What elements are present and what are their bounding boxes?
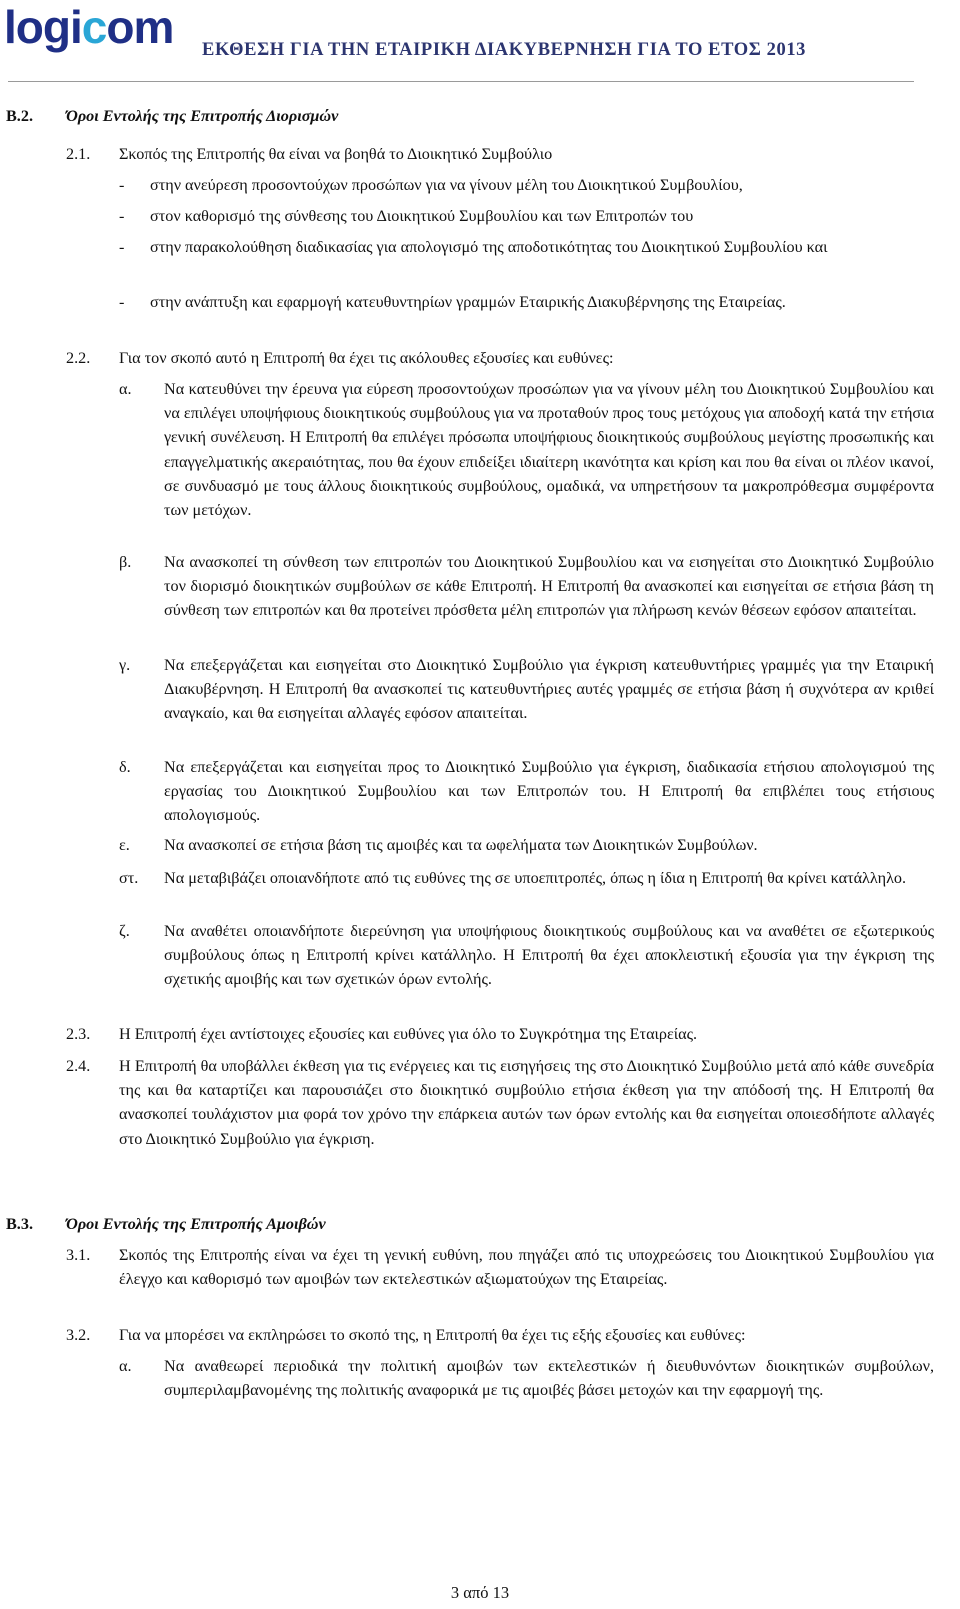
list-item-text: Να αναθέτει οποιανδήποτε διερεύνηση για υποψήφιους διοικητικούς συμβούλους και να αναθέτει σε εξωτερικούς συμβούλους όπως η Επιτροπή κρίνει κατάλληλο. Η Επιτροπή θα έχει αποκλειστική εξουσία για την έγκριση της σχετικής αμοιβής και των σχετικών όρων εντολής. bbox=[164, 922, 934, 989]
logicom-logo: logicom bbox=[4, 1, 174, 53]
list-item-text: Να κατευθύνει την έρευνα για εύρεση προσοντούχων προσώπων για να γίνουν μέλη του Διοικητικού Συμβουλίου και να επιλέγει υποψήφιους διοικητικούς συμβούλους για να προταθούν προς τους μετόχους για αποδοχή κατά την ετήσια γενική συνέλευση. Η Επιτροπή θα επιλέγει πρόσωπα υποψήφιους διοικητικούς συμβούλους μεγίστης προσωπικής και επαγγελματικής ακεραιότητας, που θα έχουν επιδείξει ιδιαίτερη ικανότητα και κρίση και που θα είναι οι πλέον ικανοί, σε συνδυασμό με τους άλλους διοικητικούς συμβούλους, ομαδικά, να υπηρετήσουν τα μακροπρόθεσμα συμφέροντα των μετόχων. bbox=[164, 380, 934, 520]
list-label: α. bbox=[119, 380, 132, 398]
paragraph-number: 2.2. bbox=[66, 349, 91, 367]
bullet-item: στην ανεύρεση προσοντούχων προσώπων για να γίνουν μέλη του Διοικητικού Συμβουλίου, bbox=[150, 176, 743, 194]
bullet-dash: - bbox=[119, 176, 125, 194]
paragraph-number: 3.2. bbox=[66, 1326, 91, 1344]
paragraph-2-2-text: Για τον σκοπό αυτό η Επιτροπή θα έχει τις ακόλουθες εξουσίες και ευθύνες: bbox=[119, 349, 614, 367]
bullet-item: στην παρακολούθηση διαδικασίας για απολογισμό της αποδοτικότητας του Διοικητικού Συμβουλίου και bbox=[150, 238, 828, 256]
bullet-dash: - bbox=[119, 293, 125, 311]
section-b3-number: Β.3. bbox=[6, 1215, 33, 1233]
paragraph-number: 3.1. bbox=[66, 1246, 91, 1264]
bullet-item: στον καθορισμό της σύνθεσης του Διοικητικού Συμβουλίου και των Επιτροπών του bbox=[150, 207, 694, 225]
list-item-text: Να ανασκοπεί τη σύνθεση των επιτροπών του Διοικητικού Συμβουλίου και να εισηγείται στο Διοικητικό Συμβούλιο τον διορισμό διοικητικών συμβούλων σε κάθε Επιτροπή. Η Επιτροπή θα ανασκοπεί και εισηγείται σε ετήσια βάση τη σύνθεση των επιτροπών και θα προτείνει πρόσθετα μέλη επιτροπών για πλήρωση κενών θέσεων εφόσον απαιτείται. bbox=[164, 553, 934, 620]
list-label: γ. bbox=[119, 656, 131, 674]
paragraph-2-3-text: Η Επιτροπή έχει αντίστοιχες εξουσίες και ευθύνες για όλο το Συγκρότημα της Εταιρείας. bbox=[119, 1025, 698, 1043]
paragraph-number: 2.4. bbox=[66, 1057, 91, 1075]
section-b2-title: Όροι Εντολής της Επιτροπής Διορισμών bbox=[66, 107, 339, 125]
list-label: ε. bbox=[119, 836, 130, 854]
section-b2-number: Β.2. bbox=[6, 107, 33, 125]
bullet-dash: - bbox=[119, 207, 125, 225]
list-label: ζ. bbox=[119, 922, 130, 940]
paragraph-3-1-text: Σκοπός της Επιτροπής είναι να έχει τη γενική ευθύνη, που πηγάζει από τις υποχρεώσεις του Διοικητικού Συμβουλίου για έλεγχο και καθορισμό των αμοιβών των εκτελεστικών αξιωματούχων της Εταιρείας. bbox=[119, 1246, 934, 1289]
list-label: δ. bbox=[119, 758, 131, 776]
list-item-text: Να επεξεργάζεται και εισηγείται προς το Διοικητικό Συμβούλιο για έγκριση, διαδικασία ετήσιου απολογισμού της εργασίας του Διοικητικού Συμβουλίου και των Επιτροπών του. Η Επιτροπή θα επιβλέπει τους ετήσιους απολογισμούς. bbox=[164, 758, 934, 825]
page-number: 3 από 13 bbox=[450, 1583, 510, 1602]
paragraph-3-2-text: Για να μπορέσει να εκπληρώσει το σκοπό της, η Επιτροπή θα έχει τις εξής εξουσίες και ευθύνες: bbox=[119, 1326, 746, 1344]
list-item-text: Να επεξεργάζεται και εισηγείται στο Διοικητικό Συμβούλιο για έγκριση κατευθυντήριες γραμμές για την Εταιρική Διακυβέρνηση. Η Επιτροπή θα ανασκοπεί τις κατευθυντήριες αυτές γραμμές σε ετήσια βάση ή συχνότερα αν κριθεί αναγκαίο, και θα εισηγείται αλλαγές εφόσον απαιτείται. bbox=[164, 656, 934, 723]
list-label: α. bbox=[119, 1357, 132, 1375]
list-item-text: Να μεταβιβάζει οποιανδήποτε από τις ευθύνες της σε υποεπιτροπές, όπως η ίδια η Επιτροπή θα κρίνει κατάλληλο. bbox=[164, 869, 907, 887]
paragraph-2-4-text: Η Επιτροπή θα υποβάλλει έκθεση για τις ενέργειες και τις εισηγήσεις της στο Διοικητικό Συμβούλιο μετά από κάθε συνεδρία της και θα καταρτίζει και παρουσιάζει στο διοικητικό συμβούλιο ετήσια έκθεση για την απόδοσή της. Η Επιτροπή θα ανασκοπεί τουλάχιστον μια φορά τον χρόνο την επάρκεια αυτών των όρων εντολής και θα εισηγείται οποιεσδήποτε αλλαγές στο Διοικητικό Συμβούλιο για έγκριση. bbox=[119, 1057, 934, 1148]
bullet-item: στην ανάπτυξη και εφαρμογή κατευθυντηρίων γραμμών Εταιρικής Διακυβέρνησης της Εταιρείας. bbox=[150, 293, 786, 311]
bullet-dash: - bbox=[119, 238, 125, 256]
paragraph-number: 2.3. bbox=[66, 1025, 91, 1043]
paragraph-number: 2.1. bbox=[66, 145, 91, 163]
list-label: στ. bbox=[119, 869, 139, 887]
report-title: ΕΚΘΕΣΗ ΓΙΑ ΤΗΝ ΕΤΑΙΡΙΚΗ ΔΙΑΚΥΒΕΡΝΗΣΗ ΓΙΑ ΤΟ ΕΤΟΣ 2013 bbox=[202, 40, 807, 60]
paragraph-2-1-text: Σκοπός της Επιτροπής θα είναι να βοηθά το Διοικητικό Συμβούλιο bbox=[119, 145, 553, 163]
list-item-text: Να ανασκοπεί σε ετήσια βάση τις αμοιβές και τα ωφελήματα των Διοικητικών Συμβούλων. bbox=[164, 836, 758, 854]
list-item-text: Να αναθεωρεί περιοδικά την πολιτική αμοιβών των εκτελεστικών ή διευθυνόντων διοικητικών συμβούλων, συμπεριλαμβανομένης της πολιτικής αναφορικά με τις αμοιβές βάσει μετοχών και την εφαρμογή της. bbox=[164, 1357, 934, 1400]
header-divider bbox=[8, 81, 914, 82]
list-label: β. bbox=[119, 553, 132, 571]
section-b3-title: Όροι Εντολής της Επιτροπής Αμοιβών bbox=[66, 1215, 326, 1233]
